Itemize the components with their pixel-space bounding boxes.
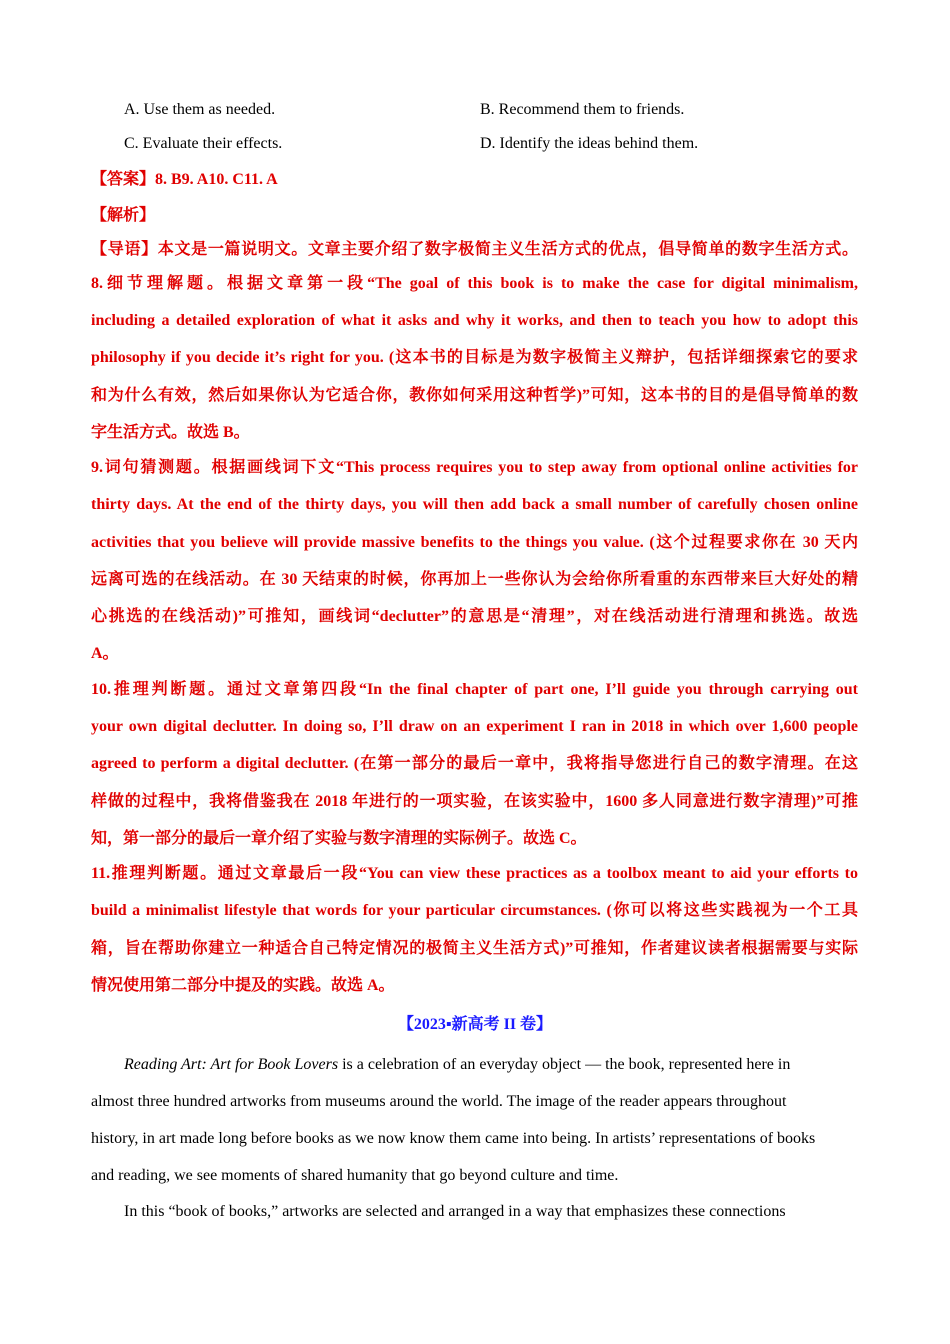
option-a: A. Use them as needed. (124, 101, 276, 118)
passage-line (124, 1055, 790, 1075)
passage-line: and reading, we see moments of shared humanity that go beyond culture and time. (91, 1167, 619, 1184)
analysis-line: your own digital declutter. In doing so, I’ll draw on an experiment I ran in 2018 in which over 1,600 people (91, 718, 858, 735)
option-d: D. Identify the ideas behind them. (480, 135, 699, 152)
analysis-line: 知，第一部分的最后一章介绍了实验与数字清理的实际例子。故选 C。 (91, 830, 587, 847)
analysis-line: 心挑选的在线活动)”可推知，画线词“declutter”的意思是“清理”，对在线活动进行清理和挑选。故选 (91, 608, 858, 625)
analysis-label: 【解析】 (91, 207, 156, 224)
analysis-line: 情况使用第二部分中提及的实践。故选 A。 (91, 977, 395, 994)
analysis-line: 【导语】本文是一篇说明文。文章主要介绍了数字极简主义生活方式的优点，倡导简单的数字生活方式。 (91, 241, 858, 258)
section-title: 【2023▪新高考 II 卷】 (397, 1016, 553, 1033)
analysis-line: 样做的过程中，我将借鉴我在 2018 年进行的一项实验，在该实验中，1600 多人同意进行数字清理)”可推 (91, 793, 858, 810)
answer-line: 【答案】8. B9. A10. C11. A (91, 171, 278, 188)
analysis-line: including a detailed exploration of what it asks and why it works, and then to teach you how to adopt this (91, 312, 858, 329)
option-c: C. Evaluate their effects. (124, 135, 283, 152)
analysis-line: 10.推理判断题。通过文章第四段“In the final chapter of part one, I’ll guide you through carrying out (91, 681, 858, 698)
passage-text: is a celebration of an everyday object — the book, represented here in (338, 1056, 791, 1073)
analysis-line: 9.词句猜测题。根据画线词下文“This process requires you to step away from optional online activities for (91, 459, 858, 476)
analysis-line: 远离可选的在线活动。在 30 天结束的时候，你再加上一些你认为会给你所看重的东西带来巨大好处的精 (91, 571, 858, 588)
analysis-line: 11.推理判断题。通过文章最后一段“You can view these practices as a toolbox meant to aid your efforts to (91, 865, 858, 882)
analysis-line: thirty days. At the end of the thirty days, you will then add back a small number of carefully chosen online (91, 496, 858, 513)
analysis-line: 和为什么有效，然后如果你认为它适合你，教你如何采用这种哲学)”可知，这本书的目的是倡导简单的数 (91, 387, 858, 404)
analysis-line: philosophy if you decide it’s right for you. (这本书的目标是为数字极简主义辩护，包括详细探索它的要求 (91, 349, 858, 366)
book-title: Reading Art: Art for Book Lovers (124, 1056, 339, 1073)
analysis-line: A。 (91, 645, 119, 662)
passage-line: In this “book of books,” artworks are selected and arranged in a way that emphasizes these connections (124, 1203, 786, 1220)
passage-line: almost three hundred artworks from museums around the world. The image of the reader appears throughout (91, 1093, 787, 1110)
analysis-line: 字生活方式。故选 B。 (91, 424, 250, 441)
analysis-line: 8.细节理解题。根据文章第一段“The goal of this book is to make the case for digital minimalism, (91, 275, 858, 292)
analysis-line: activities that you believe will provide massive benefits to the things you value. (这个过程要求你在 30 天内 (91, 534, 858, 551)
analysis-line: 箱，旨在帮助你建立一种适合自己特定情况的极简主义生活方式)”可推知，作者建议读者根据需要与实际 (91, 940, 858, 957)
passage-line: history, in art made long before books as we now know them came into being. In artists’ representations of books (91, 1130, 816, 1147)
analysis-line: agreed to perform a digital declutter. (在第一部分的最后一章中，我将指导您进行自己的数字清理。在这 (91, 755, 858, 772)
option-b: B. Recommend them to friends. (480, 101, 685, 118)
analysis-line: build a minimalist lifestyle that words for your particular circumstances. (你可以将这些实践视为一个工具 (91, 902, 858, 919)
